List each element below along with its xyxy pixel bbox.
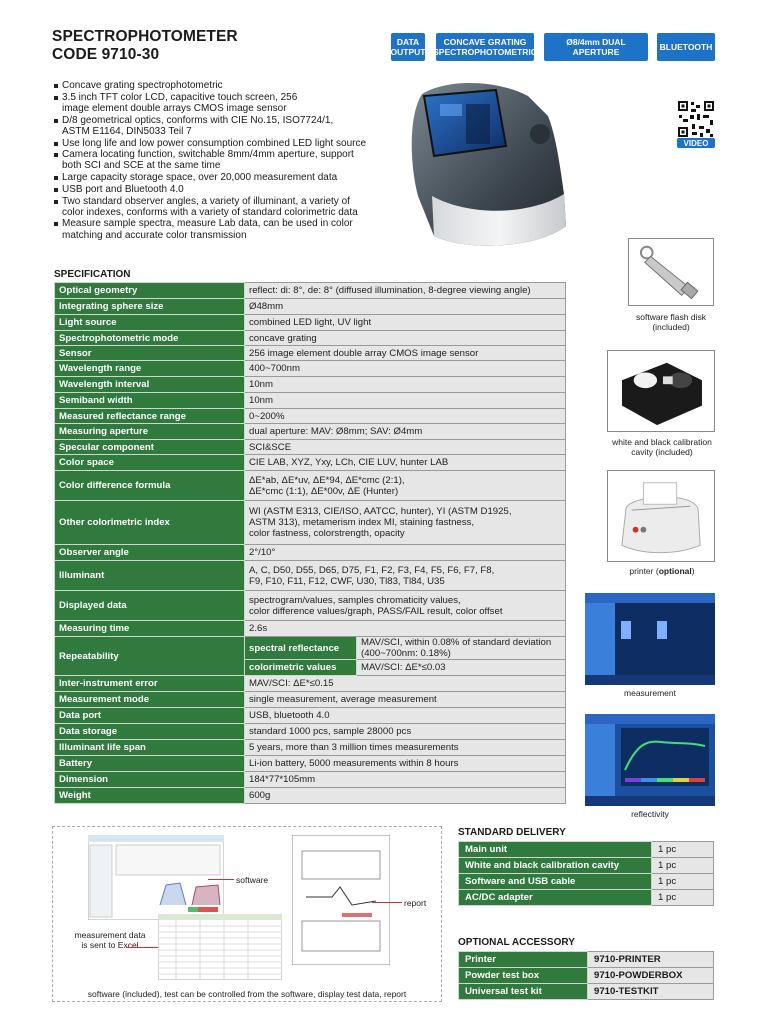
table-key-cell: Illuminant	[55, 561, 245, 591]
table-row	[55, 471, 566, 501]
printer-image	[607, 470, 715, 562]
table-row	[55, 637, 566, 660]
excel-pointer	[126, 947, 158, 948]
table-key-cell: Main unit	[459, 842, 652, 858]
reflectivity-screen-image	[585, 714, 715, 806]
table-key-cell: colorimetric values	[245, 660, 357, 676]
table-value-cell: MAV/SCI, within 0.08% of standard deviation (400~700nm: 0.18%)	[357, 637, 566, 660]
feature-item: D/8 geometrical optics, conforms with CIE No.15, ISO7724/1, ASTM E1164, DIN5033 Teil 7	[54, 115, 354, 137]
table-row	[55, 621, 566, 637]
table-key-cell: Observer angle	[55, 545, 245, 561]
table-row	[55, 561, 566, 591]
software-screenshot	[88, 835, 224, 920]
table-key-cell: Weight	[55, 788, 245, 804]
flash-disk-image	[628, 238, 714, 306]
software-label: software	[236, 875, 269, 885]
table-row	[55, 788, 566, 804]
table-key-cell: Inter-instrument error	[55, 676, 245, 692]
table-value-cell: WI (ASTM E313, CIE/ISO, AATCC, hunter), YI (ASTM D1925, ASTM 313), metamerism index MI, staining fastness, color fastness, colorstrength, opacity	[245, 501, 566, 545]
table-row	[55, 772, 566, 788]
table-value-cell: Ø48mm	[245, 299, 566, 315]
table-key-cell: AC/DC adapter	[459, 890, 652, 906]
table-value-cell: single measurement, average measurement	[245, 692, 566, 708]
table-key-cell: Measuring time	[55, 621, 245, 637]
table-key-cell: Semiband width	[55, 393, 245, 409]
calibration-cavity-image	[607, 350, 715, 432]
table-row	[459, 842, 714, 858]
table-key-cell: Repeatability	[55, 637, 245, 676]
table-row	[55, 331, 566, 346]
table-row	[55, 377, 566, 393]
table-value-cell: 1 pc	[652, 890, 714, 906]
table-row	[55, 409, 566, 424]
report-label: report	[404, 898, 427, 908]
excel-screenshot	[158, 914, 282, 980]
table-row	[55, 393, 566, 409]
table-key-cell: Wavelength range	[55, 361, 245, 377]
table-row	[55, 283, 566, 299]
table-row	[55, 361, 566, 377]
printer-caption: printer (optional)	[629, 566, 695, 576]
table-row	[459, 952, 714, 968]
table-key-cell: Software and USB cable	[459, 874, 652, 890]
table-value-cell: SCI&SCE	[245, 440, 566, 455]
model-code: CODE 9710-30	[52, 46, 160, 63]
table-row	[55, 299, 566, 315]
table-value-cell: 600g	[245, 788, 566, 804]
table-key-cell: Specular component	[55, 440, 245, 455]
table-value-cell: USB, bluetooth 4.0	[245, 708, 566, 724]
table-key-cell: Sensor	[55, 346, 245, 361]
flash-disk-caption: software flash disk (included)	[636, 312, 706, 332]
optional-accessory-heading: OPTIONAL ACCESSORY	[458, 937, 575, 948]
table-key-cell: Measuring aperture	[55, 424, 245, 440]
table-key-cell: Displayed data	[55, 591, 245, 621]
table-value-cell: 2°/10°	[245, 545, 566, 561]
table-row	[459, 858, 714, 874]
table-row	[55, 692, 566, 708]
table-value-cell: CIE LAB, XYZ, Yxy, LCh, CIE LUV, hunter LAB	[245, 455, 566, 471]
table-key-cell: Spectrophotometric mode	[55, 331, 245, 346]
table-value-cell: MAV/SCI: ΔE*≤0.03	[357, 660, 566, 676]
table-row	[55, 424, 566, 440]
table-key-cell: Battery	[55, 756, 245, 772]
table-value-cell: 9710-PRINTER	[588, 952, 714, 968]
table-value-cell: ΔE*ab, ΔE*uv, ΔE*94, ΔE*cmc (2:1), ΔE*cmc (1:1), ΔE*00v, ΔE (Hunter)	[245, 471, 566, 501]
software-pointer	[208, 879, 234, 880]
feature-item: Camera locating function, switchable 8mm/4mm aperture, support both SCI and SCE at the same time	[54, 149, 364, 171]
table-value-cell: 9710-POWDERBOX	[588, 968, 714, 984]
table-row	[55, 346, 566, 361]
table-row	[55, 724, 566, 740]
table-value-cell: 10nm	[245, 393, 566, 409]
feature-item: Two standard observer angles, a variety of illuminant, a variety of color indexes, conforms with a variety of standard colorimetric data	[54, 196, 374, 218]
table-row	[459, 890, 714, 906]
table-key-cell: Color space	[55, 455, 245, 471]
table-value-cell: 400~700nm	[245, 361, 566, 377]
table-value-cell: MAV/SCI: ΔE*≤0.15	[245, 676, 566, 692]
table-value-cell: reflect: di: 8°, de: 8° (diffused illumination, 8-degree viewing angle)	[245, 283, 566, 299]
qr-code[interactable]	[677, 100, 715, 148]
table-row	[55, 676, 566, 692]
table-row	[55, 740, 566, 756]
tag-bluetooth: BLUETOOTH	[657, 33, 715, 61]
product-title	[52, 28, 238, 64]
table-key-cell: Other colorimetric index	[55, 501, 245, 545]
qr-video-label: VIDEO	[683, 139, 709, 148]
report-pointer	[372, 902, 402, 903]
table-key-cell: Integrating sphere size	[55, 299, 245, 315]
specification-heading: SPECIFICATION	[54, 269, 131, 280]
table-row	[459, 968, 714, 984]
table-value-cell: dual aperture: MAV: Ø8mm; SAV: Ø4mm	[245, 424, 566, 440]
table-key-cell: Wavelength interval	[55, 377, 245, 393]
feature-item: USB port and Bluetooth 4.0	[54, 184, 384, 195]
optional-accessory-table	[458, 951, 714, 1000]
tag-dual-aperture: Ø8/4mm DUAL APERTURE	[544, 33, 648, 61]
table-key-cell: Measured reflectance range	[55, 409, 245, 424]
table-value-cell: Li-ion battery, 5000 measurements within 8 hours	[245, 756, 566, 772]
title-line-1: SPECTROPHOTOMETER	[52, 28, 238, 45]
table-row	[55, 501, 566, 545]
table-key-cell: Measurement mode	[55, 692, 245, 708]
tag-data-output: DATA OUTPUT	[391, 33, 425, 61]
table-key-cell: Printer	[459, 952, 588, 968]
table-row	[55, 455, 566, 471]
measurement-screen-image	[585, 593, 715, 685]
feature-item: Large capacity storage space, over 20,000 measurement data	[54, 172, 384, 183]
table-row	[459, 874, 714, 890]
table-value-cell: A, C, D50, D55, D65, D75, F1, F2, F3, F4, F5, F6, F7, F8, F9, F10, F11, F12, CWF, U30, Tl83, Tl84, U35	[245, 561, 566, 591]
table-key-cell: Powder test box	[459, 968, 588, 984]
table-row	[55, 708, 566, 724]
feature-item: 3.5 inch TFT color LCD, capacitive touch screen, 256 image element double arrays CMOS image sensor	[54, 92, 324, 114]
excel-label: measurement data is sent to Excel	[74, 930, 146, 950]
table-value-cell: 1 pc	[652, 858, 714, 874]
table-value-cell: spectrogram/values, samples chromaticity values, color difference values/graph, PASS/FAIL result, color offset	[245, 591, 566, 621]
table-value-cell: concave grating	[245, 331, 566, 346]
feature-list	[54, 80, 384, 241]
table-key-cell: Illuminant life span	[55, 740, 245, 756]
table-value-cell: 1 pc	[652, 874, 714, 890]
table-key-cell: Optical geometry	[55, 283, 245, 299]
table-value-cell: 256 image element double array CMOS image sensor	[245, 346, 566, 361]
table-row	[55, 591, 566, 621]
table-key-cell: Data port	[55, 708, 245, 724]
software-caption: software (included), test can be controlled from the software, display test data, report	[87, 989, 407, 999]
table-key-cell: White and black calibration cavity	[459, 858, 652, 874]
table-value-cell: 5 years, more than 3 million times measurements	[245, 740, 566, 756]
report-image	[292, 835, 390, 965]
table-key-cell: Light source	[55, 315, 245, 331]
spectrophotometer-image	[388, 76, 578, 254]
feature-item: Use long life and low power consumption combined LED light source	[54, 138, 384, 149]
table-key-cell: Dimension	[55, 772, 245, 788]
table-key-cell: Color difference formula	[55, 471, 245, 501]
table-row	[55, 756, 566, 772]
feature-item: Concave grating spectrophotometric	[54, 80, 384, 91]
table-row	[55, 440, 566, 455]
table-value-cell: 2.6s	[245, 621, 566, 637]
table-key-cell: Universal test kit	[459, 984, 588, 1000]
measurement-caption: measurement	[624, 688, 676, 698]
table-value-cell: 1 pc	[652, 842, 714, 858]
table-key-cell: spectral reflectance	[245, 637, 357, 660]
table-key-cell: Data storage	[55, 724, 245, 740]
tag-concave-grating: CONCAVE GRATING SPECTROPHOTOMETRIC	[436, 33, 534, 61]
table-value-cell: combined LED light, UV light	[245, 315, 566, 331]
specification-table	[54, 282, 566, 804]
reflectivity-caption: reflectivity	[631, 809, 669, 819]
standard-delivery-heading: STANDARD DELIVERY	[458, 827, 566, 838]
table-value-cell: 0~200%	[245, 409, 566, 424]
table-value-cell: standard 1000 pcs, sample 28000 pcs	[245, 724, 566, 740]
standard-delivery-table	[458, 841, 714, 906]
feature-item: Measure sample spectra, measure Lab data, can be used in color matching and accurate color transmission	[54, 218, 374, 240]
table-value-cell: 10nm	[245, 377, 566, 393]
table-value-cell: 184*77*105mm	[245, 772, 566, 788]
table-value-cell: 9710-TESTKIT	[588, 984, 714, 1000]
table-row	[459, 984, 714, 1000]
calibration-cavity-caption: white and black calibration cavity (included)	[612, 437, 712, 457]
table-row	[55, 315, 566, 331]
table-row	[55, 545, 566, 561]
